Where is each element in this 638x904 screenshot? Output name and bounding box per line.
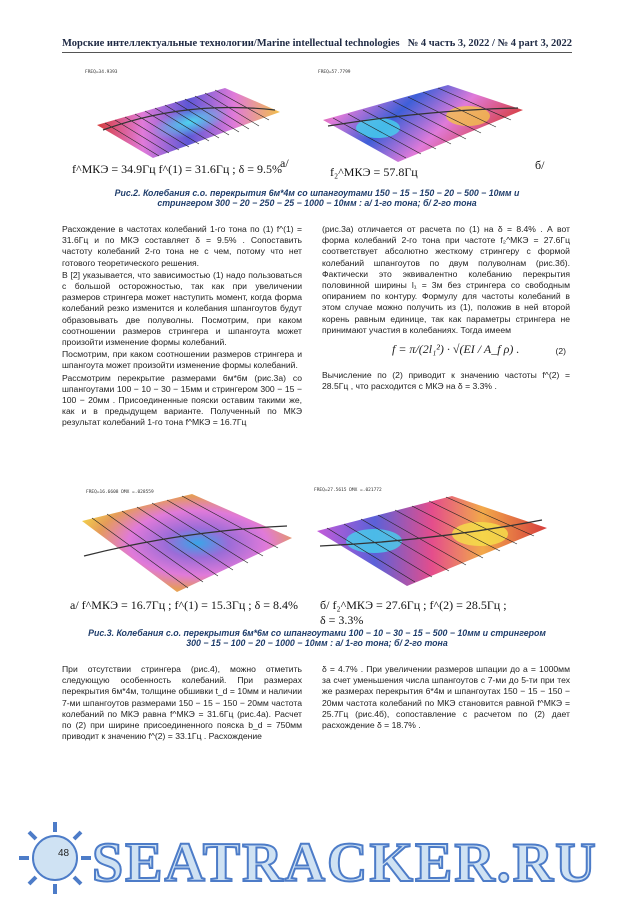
figure2b-image: [318, 70, 528, 165]
watermark: SEATRACKER.RU: [92, 832, 598, 894]
left-column-lower: [62, 664, 302, 743]
fig2a-freq-tag: FREQ=34.9393: [85, 70, 118, 75]
fig2a-label: а/: [280, 156, 289, 170]
figure3a-image: [72, 486, 297, 596]
fig2a-formula: f^МКЭ = 34.9Гц f^(1) = 31.6Гц ; δ = 9.5%: [72, 162, 282, 176]
issue-number: № 4 часть 3, 2022 / № 4 part 3, 2022: [407, 38, 572, 49]
paragraph: δ = 4.7% . При увеличении размеров шпации до a = 1000мм за счет уменьшения числа шпангоутов с 7-ми до 5-ти при тех же размерах перекрытия 6*4м и шпангоутах 150 − 15 − 150 − 20мм частота колебаний по МКЭ становится равной f^МКЭ = 25.7Гц (рис.4б), сопоставление с расчетом по (2) дает расхождение δ = 18.7% .: [322, 664, 570, 731]
equation-2-body: f = π/(2l₁²) · √(EI / A_f ρ) .: [392, 342, 520, 357]
figure3-caption: [62, 628, 572, 648]
left-column-upper: [62, 224, 302, 430]
fig2b-freq-tag: FREQ=57.7799: [318, 70, 351, 75]
paragraph: В [2] указывается, что зависимостью (1) надо пользоваться с большой осторожностью, так как при увеличении размеров стрингера может наступить момент, когда форма колебаний резко изменится и колебания шпангоутов будут образовывать две полуволны. Посмотрим, при каком соотношении размеров стрингера и шпангоута может произойти изменение формы колебаний.: [62, 269, 302, 348]
paragraph: Посмотрим, при каком соотношении размеров стрингера и шпангоута может произойти изменение формы колебаний.: [62, 349, 302, 371]
right-column-upper: [322, 224, 570, 393]
page-number: 48: [58, 848, 70, 859]
figure3b-image: [312, 486, 552, 591]
right-column-lower: [322, 664, 570, 732]
paragraph: Рассмотрим перекрытие размерами 6м*6м (рис.3а) со шпангоутами 100 − 10 − 30 − 15мм и стрингером 300 − 15 − 100 − 20мм . Присоединенные пояски оставим такими же, как и в предыдущем варианте. Полученный по МКЭ результат колебаний 1-го тона f^МКЭ = 16.7Гц: [62, 372, 302, 428]
fig3b-freq-tag: FREQ=27.5615 DMX =.021772: [314, 488, 382, 493]
fem-plot-fig3b: [312, 486, 552, 591]
paragraph: При отсутствии стрингера (рис.4), можно отметить следующую особенность колебаний. При размерах перекрытия 6м*4м, толщине обшивки t_d = 10мм и наличии 7-ми шпангоутов размерами 150 − 15 − 150 − 20мм частота колебаний по МКЭ равна f^МКЭ = 31.6Гц (рис.4а). Расчет по (2) при ширине присоединенного пояска b_d = 750мм приводит к значению f^(2) = 33.1Гц . Расхождение: [62, 664, 302, 742]
figure2-caption-line2: стрингером 300 − 20 − 250 − 25 − 1000 − 10мм : а/ 1-го тона; б/ 2-го тона: [157, 198, 477, 208]
paragraph: (рис.3а) отличается от расчета по (1) на δ = 8.4% . А вот форма колебаний 2-го тона при частоте f₂^МКЭ = 27.6Гц соответствует абсолютно жесткому стрингеру с формой колебаний шпангоутов по двум полуволнам (рис.3б). Фактически это эквивалентно колебанию перекрытия половинной ширины l₁ = 3м без стрингера со свободным опиранием по контуру. Формулу для частоты колебаний в этом случае можно получить из (1), положив в ней второй корень равным единице, так как параметры стрингера не принимают участия в колебаниях. Тогда имеем: [322, 224, 570, 335]
figure3-caption-line1: Рис.3. Колебания с.о. перекрытия 6м*6м со шпангоутами 100 − 10 − 30 − 15 − 500 − 10мм и стрингером: [88, 628, 546, 638]
fig3a-freq-tag: FREQ=16.6608 DMX =.028559: [86, 490, 154, 495]
sun-logo-icon: [10, 818, 100, 898]
fig3a-formula: а/ f^МКЭ = 16.7Гц ; f^(1) = 15.3Гц ; δ = 8.4%: [70, 598, 298, 612]
fem-plot-fig2b: [318, 70, 528, 165]
figure2-caption: [62, 188, 572, 208]
equation-2-number: (2): [555, 346, 566, 357]
fig3b-formula: б/ f₂^МКЭ = 27.6Гц ; f^(2) = 28.5Гц ;: [320, 598, 507, 612]
figure3-caption-line2: 300 − 15 − 100 − 20 − 1000 − 10мм : а/ 1-го тона; б/ 2-го тона: [186, 638, 448, 648]
fig3b-formula-delta: δ = 3.3%: [320, 613, 364, 627]
fem-plot-fig2a: [85, 70, 285, 165]
journal-header: [62, 38, 572, 49]
header-rule: [62, 52, 572, 53]
figure2-caption-line1: Рис.2. Колебания с.о. перекрытия 6м*4м со шпангоутами 150 − 15 − 150 − 20 − 500 − 10мм и: [114, 188, 520, 198]
fig2b-formula: f₂^МКЭ = 57.8Гц: [330, 165, 418, 179]
figure2a-image: [85, 70, 285, 165]
paragraph: Вычисление по (2) приводит к значению частоты f^(2) = 28.5Гц , что расходится с МКЭ на δ = 3.3% .: [322, 370, 570, 392]
journal-title: Морские интеллектуальные технологии/Marine intellectual technologies: [62, 38, 400, 49]
fig2b-label: б/: [535, 158, 545, 172]
paragraph: Расхождение в частотах колебаний 1-го тона по (1) f^(1) = 31.6Гц и по МКЭ составляет δ = 9.5% . Сопоставить частоту колебаний 2-го тона не с чем, потому что нет готового теоретического решения.: [62, 224, 302, 268]
equation-2: [322, 340, 570, 366]
fem-plot-fig3a: [72, 486, 297, 596]
